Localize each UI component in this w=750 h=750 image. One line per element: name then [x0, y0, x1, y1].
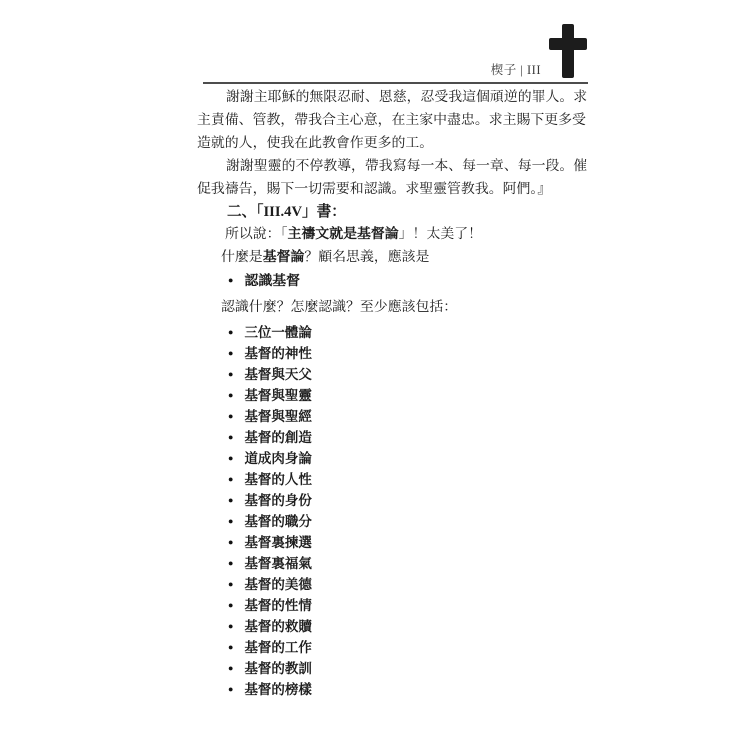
cross-icon-horizontal-bar: [549, 38, 587, 50]
bullet-icon: ●: [228, 516, 234, 526]
line-know-what: 認識什麼？怎麼認識？至少應該包括：: [221, 300, 458, 315]
list-item-label: 基督的救贖: [244, 619, 312, 634]
list-item: [197, 532, 593, 553]
list-item-label: 基督的人性: [244, 472, 312, 487]
list-item-label: 基督裏揀選: [244, 535, 312, 550]
line-so-said-prefix: 所以說：「: [225, 227, 288, 242]
bullet-know-christ-label: 認識基督: [244, 274, 301, 289]
bullet-icon: ●: [228, 600, 234, 610]
running-header: 楔子 | III: [490, 63, 541, 77]
list-item: [197, 448, 593, 469]
list-item-label: 基督與聖靈: [244, 388, 312, 403]
bullet-icon: ●: [228, 684, 234, 694]
paragraph-thanks-spirit: [197, 155, 593, 201]
list-item-label: 基督的職分: [244, 514, 312, 529]
list-item: [197, 490, 593, 511]
list-item: [197, 406, 593, 427]
list-item: [197, 385, 593, 406]
list-item-label: 道成肉身論: [244, 451, 312, 466]
list-item: [197, 427, 593, 448]
bullet-icon: ●: [228, 411, 234, 421]
list-item-label: 基督的美德: [244, 577, 312, 592]
bullet-icon: ●: [228, 663, 234, 673]
list-item: [197, 574, 593, 595]
list-item-label: 基督的教訓: [244, 661, 312, 676]
list-item: [197, 595, 593, 616]
bullet-know-christ: [197, 269, 593, 293]
list-item-label: 基督與聖經: [244, 409, 312, 424]
bullet-icon: ●: [228, 275, 234, 285]
list-item-label: 三位一體論: [244, 325, 312, 340]
bullet-icon: ●: [228, 579, 234, 589]
list-item: [197, 322, 593, 343]
paragraph-line: 促我禱告，賜下一切需要和認識。求聖靈管教我。阿們。』: [197, 182, 552, 197]
line-so-said-suffix: 」！太美了！: [398, 227, 483, 242]
bullet-icon: ●: [228, 432, 234, 442]
paragraph-line: 造就的人，使我在此教會作更多的工。: [197, 136, 434, 151]
cross-icon-vertical-bar: [562, 24, 574, 78]
line-so-said-bold: 主禱文就是基督論: [287, 227, 399, 242]
bullet-icon: ●: [228, 537, 234, 547]
list-item: [197, 553, 593, 574]
line-what-is-bold: 基督論: [262, 250, 305, 265]
list-item: [197, 511, 593, 532]
bullet-icon: ●: [228, 369, 234, 379]
page-content: [197, 86, 593, 700]
bullet-icon: ●: [228, 621, 234, 631]
section-heading: 二、「III.4V」書：: [227, 204, 346, 220]
bullet-icon: ●: [228, 327, 234, 337]
paragraph-line: 主責備、管教，帶我合主心意，在主家中盡忠。求主賜下更多受: [197, 113, 586, 128]
line-so-said: [197, 223, 593, 246]
list-item: [197, 637, 593, 658]
bullet-icon: ●: [228, 453, 234, 463]
list-item: [197, 343, 593, 364]
bullet-icon: ●: [228, 558, 234, 568]
bullet-icon: ●: [228, 348, 234, 358]
bullet-icon: ●: [228, 390, 234, 400]
list-item-label: 基督的工作: [244, 640, 312, 655]
paragraph-thanks-jesus: [197, 86, 593, 155]
bullet-icon: ●: [228, 642, 234, 652]
list-item: [197, 658, 593, 679]
paragraph-line: 謝謝聖靈的不停教導，帶我寫每一本、每一章、每一段。催: [226, 159, 588, 174]
bullet-icon: ●: [228, 474, 234, 484]
bullet-icon: ●: [228, 495, 234, 505]
list-item: [197, 679, 593, 700]
list-item-label: 基督的榜樣: [244, 682, 312, 697]
list-item-label: 基督裏福氣: [244, 556, 312, 571]
list-item-label: 基督的神性: [244, 346, 312, 361]
header-rule: [203, 82, 588, 84]
list-item-label: 基督的身份: [244, 493, 312, 508]
list-item: [197, 364, 593, 385]
paragraph-line: 謝謝主耶穌的無限忍耐、恩慈，忍受我這個頑逆的罪人。求: [226, 90, 588, 105]
list-item-label: 基督的性情: [244, 598, 312, 613]
list-item: [197, 616, 593, 637]
list-item: [197, 469, 593, 490]
line-what-is-prefix: 什麼是: [221, 250, 263, 265]
line-what-is: [197, 246, 593, 269]
list-item-label: 基督的創造: [244, 430, 312, 445]
christology-list: [197, 322, 593, 700]
list-item-label: 基督與天父: [244, 367, 312, 382]
line-what-is-suffix: ？顧名思義，應該是: [304, 250, 430, 265]
